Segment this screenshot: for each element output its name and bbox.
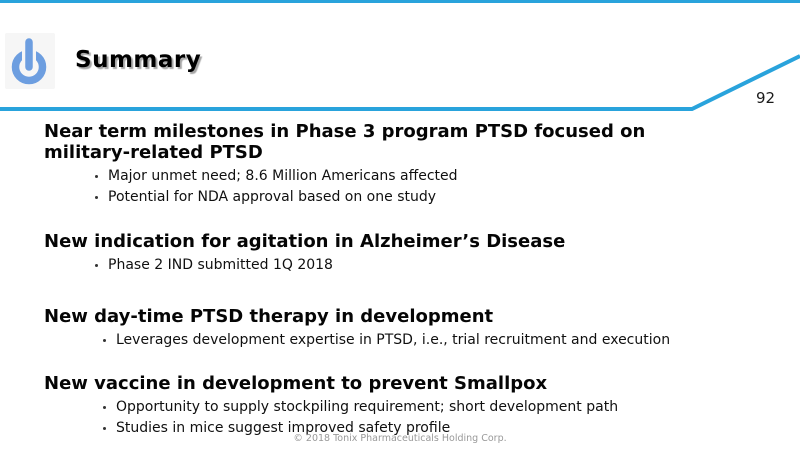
- slide-title: Summary: [75, 47, 202, 73]
- bullet-item: Potential for NDA approval based on one study: [108, 187, 800, 208]
- company-logo: [5, 33, 55, 89]
- page-number: 92: [756, 89, 776, 107]
- section-alzheimers: [0, 231, 800, 276]
- section-heading: military-related PTSD: [44, 142, 263, 163]
- bullet-item: Opportunity to supply stockpiling requirement; short development path: [116, 397, 800, 418]
- section-heading: New day-time PTSD therapy in development: [44, 306, 494, 327]
- bullet-list: [0, 255, 800, 276]
- section-heading: New vaccine in development to prevent Smallpox: [44, 373, 548, 394]
- slide-content: [0, 112, 800, 439]
- bullet-list: [0, 330, 800, 351]
- bullet-item: Major unmet need; 8.6 Million Americans affected: [108, 166, 800, 187]
- section-daytime-ptsd: [0, 306, 800, 351]
- section-smallpox-vaccine: [0, 373, 800, 439]
- section-ptsd-phase3: [0, 121, 800, 208]
- top-rule: [0, 0, 800, 3]
- bullet-list: [0, 166, 800, 208]
- section-heading: Near term milestones in Phase 3 program PTSD focused on: [44, 121, 646, 142]
- power-icon: [5, 33, 55, 89]
- section-heading: New indication for agitation in Alzheimer’s Disease: [44, 231, 566, 252]
- bullet-item: Phase 2 IND submitted 1Q 2018: [108, 255, 800, 276]
- bullet-item: Leverages development expertise in PTSD, i.e., trial recruitment and execution: [116, 330, 800, 351]
- bullet-item: Studies in mice suggest improved safety profile: [116, 418, 800, 439]
- copyright-footer: © 2018 Tonix Pharmaceuticals Holding Corp.: [293, 433, 507, 444]
